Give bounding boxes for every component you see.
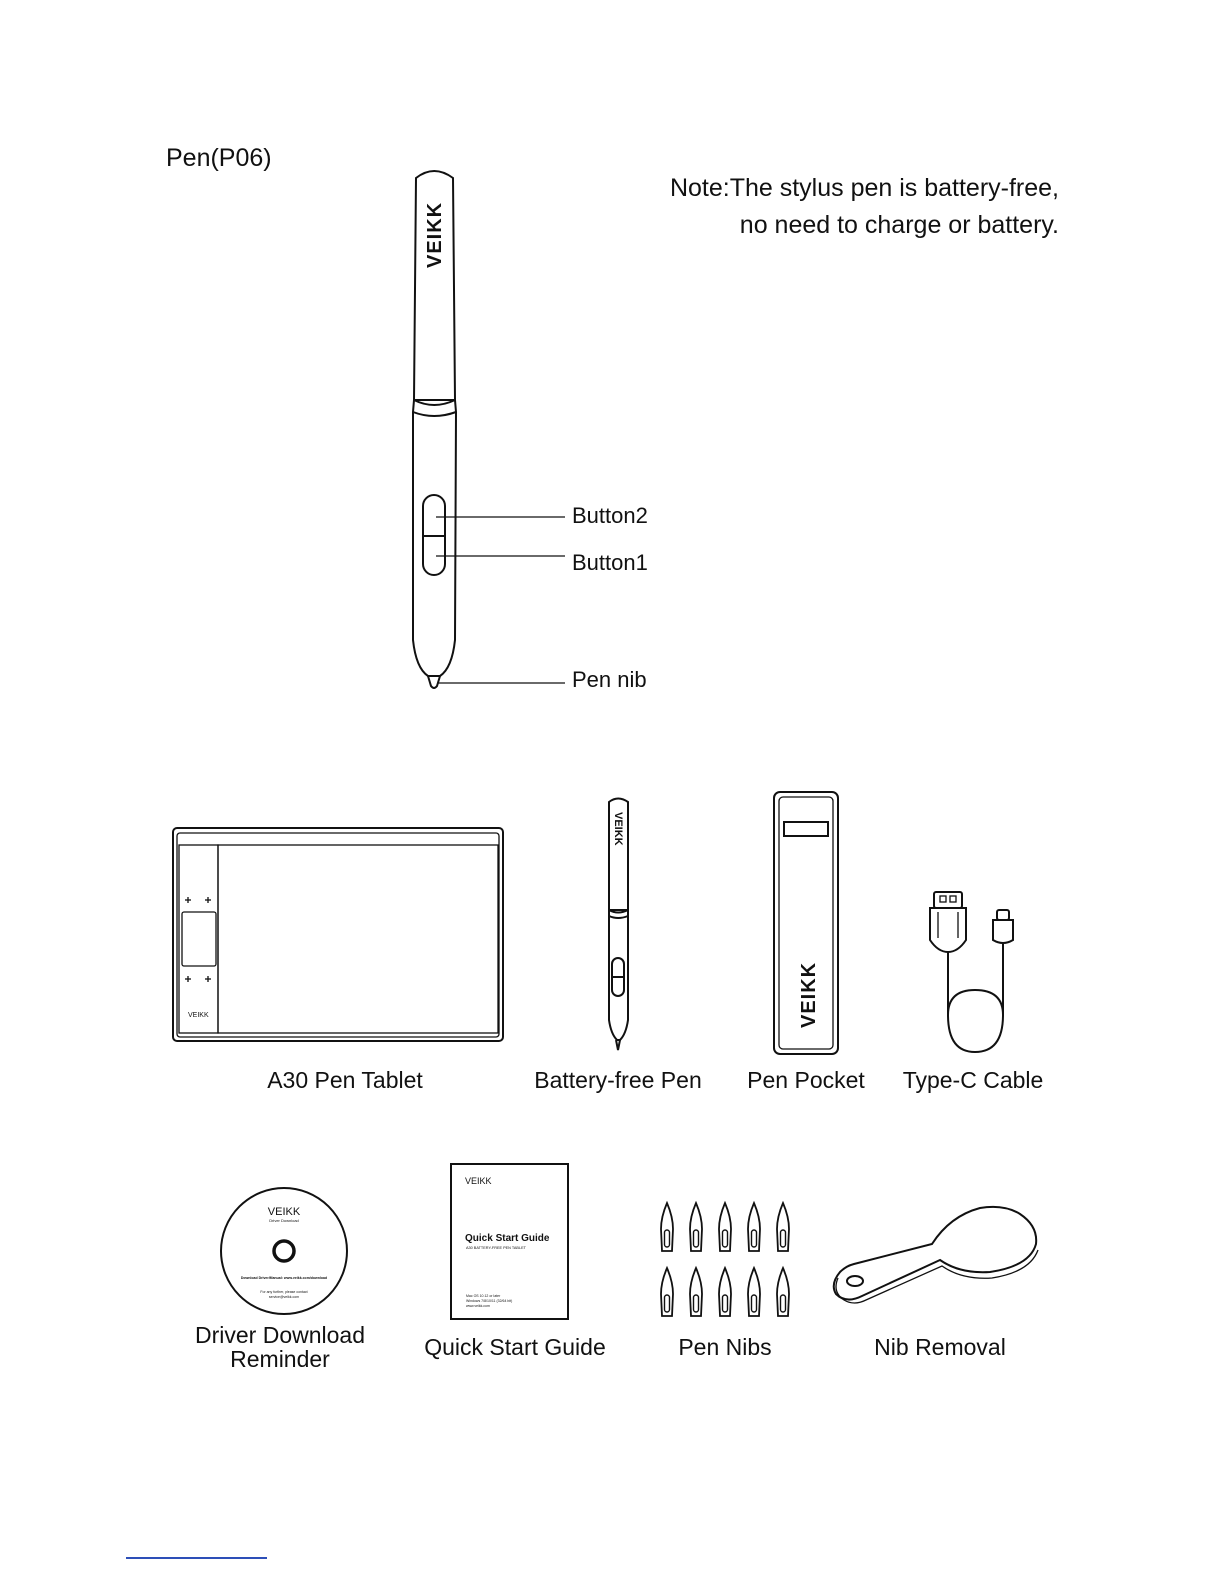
callout-pen-nib: Pen nib xyxy=(572,667,647,692)
disc-subtitle: Driver Download xyxy=(269,1218,299,1223)
caption-driver-download-line-1: Driver Download xyxy=(194,1322,365,1348)
caption-driver-download-line-2: Reminder xyxy=(230,1346,330,1372)
pocket-brand-logo: VEIKK xyxy=(798,961,820,1028)
guide-brand-logo: VEIKK xyxy=(465,1176,492,1186)
caption-a30-pen-tablet: A30 Pen Tablet xyxy=(267,1067,423,1093)
guide-title: Quick Start Guide xyxy=(465,1233,550,1244)
tablet-brand-logo: VEIKK xyxy=(188,1012,209,1019)
pen-brand-logo: VEIKK xyxy=(424,201,446,268)
guide-footer-3: www.veikk.com xyxy=(466,1304,490,1308)
footer-link-underline xyxy=(126,1557,267,1559)
caption-type-c-cable: Type-C Cable xyxy=(902,1067,1044,1093)
callout-button2: Button2 xyxy=(572,503,648,528)
caption-pen-nibs: Pen Nibs xyxy=(678,1334,772,1360)
guide-subtitle: A30 BATTERY-FREE PEN TABLET xyxy=(466,1246,526,1250)
guide-footer-1: Mac OS 10.12 or later xyxy=(466,1294,501,1298)
note-line-1: Note:The stylus pen is battery-free, xyxy=(669,174,1059,202)
caption-quick-start-guide: Quick Start Guide xyxy=(424,1334,606,1360)
disc-text-line-2: For any further, please contact xyxy=(260,1290,308,1294)
callout-button1: Button1 xyxy=(572,550,648,575)
pen-title: Pen(P06) xyxy=(166,144,272,172)
small-pen-brand-logo: VEIKK xyxy=(612,812,624,846)
caption-battery-free-pen: Battery-free Pen xyxy=(534,1067,702,1093)
disc-brand-logo: VEIKK xyxy=(267,1206,301,1218)
caption-pen-pocket: Pen Pocket xyxy=(747,1067,865,1093)
disc-text-line-1: Download Driver/Manual: www.veikk.com/download xyxy=(240,1276,328,1280)
disc-text-line-3: service@veikk.com xyxy=(268,1295,300,1299)
note-line-2: no need to charge or battery. xyxy=(739,211,1059,239)
caption-nib-removal: Nib Removal xyxy=(874,1334,1006,1360)
guide-footer-2: Windows 7/8/10/11 (32/64 bit) xyxy=(466,1299,513,1303)
